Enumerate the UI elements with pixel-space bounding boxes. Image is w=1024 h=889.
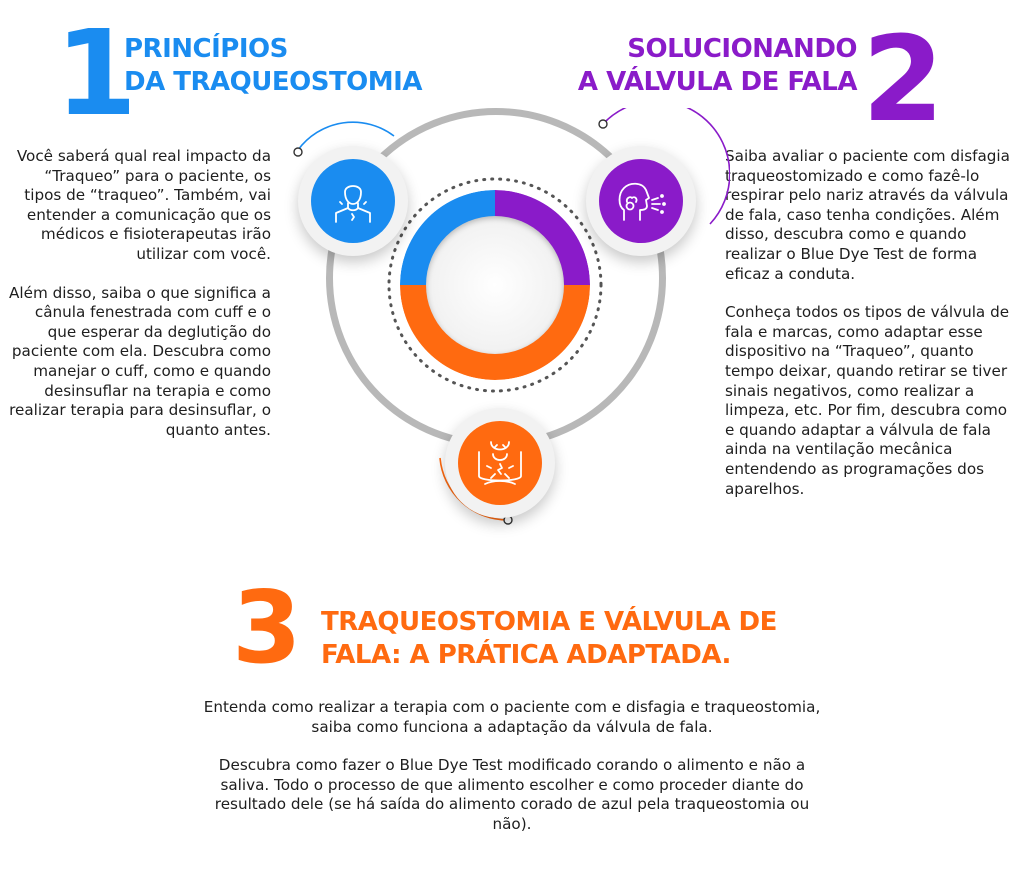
section1-paragraph2: Além disso, saiba o que significa a cânula fenestrada com cuff e o que esperar da deglutição do paciente com ela. Descubra como manejar o cuff, como e quando desinsuflar na terapia e como realizar terapia para desinsuflar, o quanto antes.	[9, 283, 271, 439]
section2-paragraph2: Conheça todos os tipos de válvula de fala e marcas, como adaptar esse dispositivo na “Traqueo”, quanto tempo deixar, quando retirar se tiver sinais negativos, como realizar a limpeza, etc. Por fim, descubra como e quando adaptar a válvula de fala ainda na ventilação mecânica entendendo as programações dos aparelhos.	[725, 303, 1010, 498]
section2-title	[555, 33, 857, 99]
section1-title-line1: PRINCÍPIOS	[124, 34, 288, 64]
section3-number: 3	[232, 569, 302, 686]
head-breathing-icon	[614, 176, 668, 226]
section3-text	[200, 698, 824, 835]
section1-title	[124, 33, 422, 99]
section3-badge	[445, 408, 555, 518]
section3-title	[321, 606, 777, 672]
section2-paragraph1: Saiba avaliar o paciente com disfagia traqueostomizado e como fazê-lo respirar pelo nariz através da válvula de fala, caso tenha condições. Além disso, descubra como e quando realizar o Blue Dye Test de forma eficaz a conduta.	[725, 147, 1010, 283]
section2-badge	[586, 146, 696, 256]
section2-text	[725, 147, 1021, 499]
neck-person-icon	[328, 176, 378, 226]
section3-title-line2: FALA: A PRÁTICA ADAPTADA.	[321, 640, 731, 670]
section1-title-line2: DA TRAQUEOSTOMIA	[124, 67, 422, 97]
section2-title-line2: A VÁLVULA DE FALA	[577, 67, 857, 97]
section1-badge	[298, 146, 408, 256]
section1-number: 1	[55, 4, 134, 142]
section1-text	[4, 147, 271, 440]
donut-center	[426, 216, 564, 354]
section2-number: 2	[862, 10, 945, 148]
section3-paragraph1: Entenda como realizar a terapia com o paciente com e disfagia e traqueostomia, saiba como funciona a adaptação da válvula de fala.	[203, 698, 821, 736]
section2-title-line1: SOLUCIONANDO	[627, 34, 857, 64]
section3-title-line1: TRAQUEOSTOMIA E VÁLVULA DE	[321, 607, 777, 637]
throat-pain-icon	[473, 438, 527, 488]
purple-arc-dot	[599, 120, 607, 128]
central-diagram	[290, 108, 730, 538]
section1-paragraph1: Você saberá qual real impacto da “Traqueo” para o paciente, os tipos de “traqueo”. Também, vai entender a comunicação que os médicos e fisioterapeutas irão utilizar com você.	[16, 147, 271, 263]
blue-arc-dot	[294, 148, 302, 156]
section3-paragraph2: Descubra como fazer o Blue Dye Test modificado corando o alimento e não a saliva. Todo o processo de que alimento escolher e como proceder diante do resultado dele (se há saída do alimento corado de azul pela traqueostomia ou não).	[214, 756, 810, 833]
